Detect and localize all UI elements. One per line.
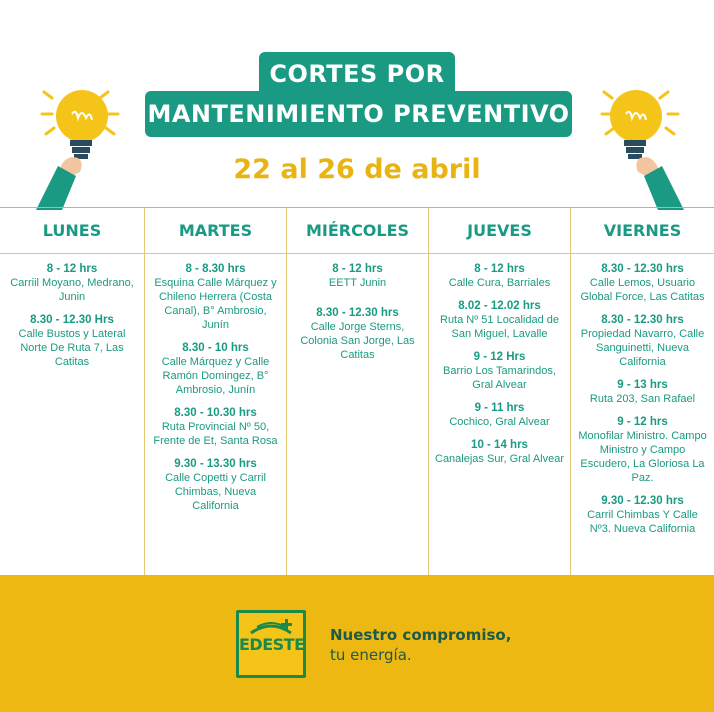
day-column-viernes	[571, 208, 714, 575]
schedule-entry	[435, 262, 564, 290]
entry-place: Calle Bustos y Lateral Norte De Ruta 7, Las Catitas	[18, 328, 126, 368]
day-header: LUNES	[0, 208, 144, 254]
entry-time: 9 - 12 Hrs	[473, 351, 526, 363]
day-header: MIÉRCOLES	[287, 208, 428, 254]
schedule-entry	[435, 350, 564, 392]
entry-place: Cochico, Gral Alvear	[449, 416, 550, 428]
day-header: MARTES	[145, 208, 286, 254]
day-column-lunes	[0, 208, 145, 575]
entry-time: 8 - 12 hrs	[46, 263, 98, 275]
day-column-miercoles	[287, 208, 429, 575]
entry-time: 8 - 8.30 hrs	[185, 263, 246, 275]
schedule-entry	[6, 313, 138, 369]
entry-place: Calle Cura, Barriales	[448, 277, 551, 289]
entry-time: 8.30 - 10 hrs	[182, 342, 249, 354]
schedule-entry	[293, 306, 422, 362]
title-line-1: CORTES POR	[259, 52, 455, 96]
entry-place: Calle Márquez y Calle Ramón Domingez, B° Ambrosio, Junín	[161, 356, 270, 396]
entry-time: 8.30 - 12.30 hrs	[601, 314, 684, 326]
day-column-jueves	[429, 208, 571, 575]
schedule-entry	[6, 262, 138, 304]
entry-place: Barrio Los Tamarindos, Gral Alvear	[443, 365, 556, 391]
entry-time: 8.02 - 12.02 hrs	[458, 300, 541, 312]
lightbulb-hand-icon	[590, 70, 690, 210]
entry-time: 8.30 - 10.30 hrs	[174, 407, 257, 419]
schedule-entry	[435, 438, 564, 466]
entry-time: 8.30 - 12.30 hrs	[601, 263, 684, 275]
entry-time: 8 - 12 hrs	[474, 263, 525, 275]
slogan-line-1: Nuestro compromiso,	[330, 626, 512, 644]
schedule-entry	[577, 378, 708, 406]
schedule-entry	[293, 262, 422, 290]
entry-place: Esquina Calle Márquez y Chileno Herrera (Costa Canal), B° Ambrosio, Junín	[154, 277, 277, 331]
schedule-entry	[151, 262, 280, 332]
entry-time: 8 - 12 hrs	[332, 263, 383, 275]
entry-place: Carril Chimbas Y Calle Nº3. Nueva California	[587, 509, 698, 535]
schedule-entry	[435, 401, 564, 429]
day-column-martes	[145, 208, 287, 575]
entry-time: 10 - 14 hrs	[471, 439, 528, 451]
entry-place: Calle Lemos, Usuario Global Force, Las Catitas	[580, 277, 705, 303]
schedule-entry	[577, 494, 708, 536]
entry-time: 9.30 - 12.30 hrs	[601, 495, 684, 507]
entry-place: Calle Copetti y Carril Chimbas, Nueva California	[165, 472, 266, 512]
entry-time: 9 - 13 hrs	[617, 379, 668, 391]
entry-place: Monofilar Ministro. Campo Ministro y Campo Escudero, La Gloriosa La Paz.	[578, 430, 707, 484]
entry-place: Ruta 203, San Rafael	[589, 393, 696, 405]
entry-place: EETT Junin	[328, 277, 387, 289]
entry-time: 9.30 - 13.30 hrs	[174, 458, 257, 470]
day-header: JUEVES	[429, 208, 570, 254]
footer-band	[0, 575, 714, 712]
slogan-line-2: tu energía.	[330, 646, 412, 664]
entry-time: 8.30 - 12.30 hrs	[316, 307, 399, 319]
schedule-entry	[435, 299, 564, 341]
entry-place: Canalejas Sur, Gral Alvear	[435, 453, 565, 465]
lightbulb-hand-icon	[30, 70, 130, 210]
schedule-entry	[577, 313, 708, 369]
schedule-table	[0, 207, 714, 575]
entry-time: 9 - 11 hrs	[474, 402, 525, 414]
day-header: VIERNES	[571, 208, 714, 254]
schedule-entry	[151, 457, 280, 513]
entry-place: Calle Jorge Sterns, Colonia San Jorge, Las Catitas	[300, 321, 415, 361]
entry-place: Ruta Nº 51 Localidad de San Miguel, Lavalle	[440, 314, 559, 340]
entry-place: Carriil Moyano, Medrano, Junin	[10, 277, 134, 303]
schedule-entry	[577, 415, 708, 485]
entry-time: 9 - 12 hrs	[617, 416, 668, 428]
logo-text: EDESTE	[239, 635, 305, 654]
title-line-2: MANTENIMIENTO PREVENTIVO	[145, 91, 572, 137]
entry-place: Ruta Provincial Nº 50, Frente de Et, Santa Rosa	[153, 421, 278, 447]
schedule-entry	[151, 341, 280, 397]
schedule-entry	[577, 262, 708, 304]
entry-time: 8.30 - 12.30 Hrs	[30, 314, 114, 326]
entry-place: Propiedad Navarro, Calle Sanguinetti, Nueva California	[580, 328, 705, 368]
edeste-logo	[236, 610, 306, 678]
date-range: 22 al 26 de abril	[233, 154, 481, 185]
schedule-entry	[151, 406, 280, 448]
